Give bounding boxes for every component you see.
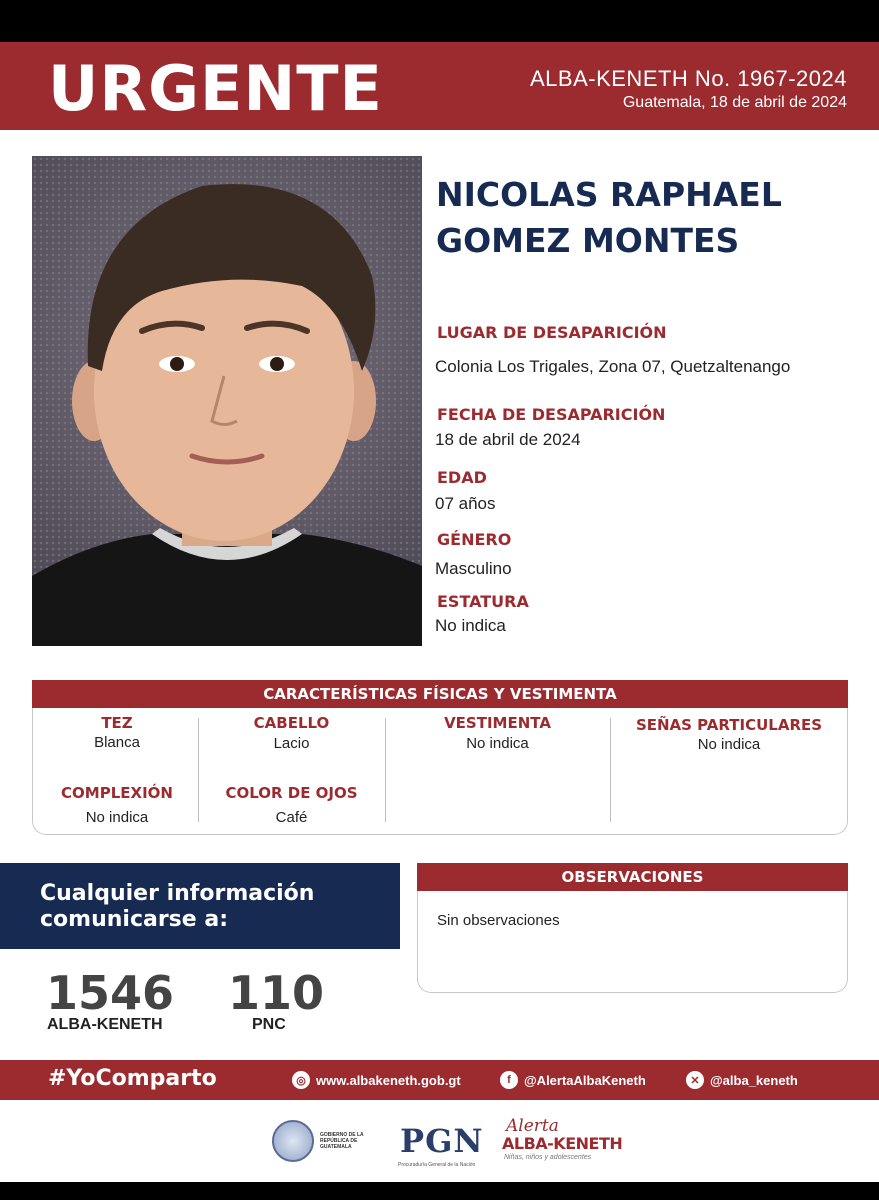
alert-poster (0, 42, 879, 1182)
fecha-value: 18 de abril de 2024 (435, 430, 581, 449)
phone-alba-keneth-label: ALBA-KENETH (47, 1016, 163, 1033)
missing-child-photo (32, 156, 422, 646)
share-bar (0, 1060, 879, 1100)
characteristics-header: CARACTERÍSTICAS FÍSICAS Y VESTIMENTA (32, 680, 848, 708)
guatemala-seal-logo (272, 1120, 314, 1162)
genero-value: Masculino (435, 559, 512, 578)
senas-value: No indica (697, 736, 761, 753)
genero-label: GÉNERO (437, 530, 512, 549)
observations-text: Sin observaciones (437, 912, 560, 929)
tez-label: TEZ (101, 714, 133, 732)
phone-pnc-label: PNC (252, 1016, 286, 1033)
vestimenta-value: No indica (466, 735, 529, 752)
alba-keneth-logo: ALBA-KENETH (502, 1134, 623, 1153)
vestimenta-label: VESTIMENTA (444, 714, 551, 732)
alba-keneth-alerta: Alerta (506, 1116, 559, 1136)
estatura-value: No indica (435, 616, 506, 635)
alert-place-date: Guatemala, 18 de abril de 2024 (622, 94, 847, 111)
estatura-label: ESTATURA (437, 592, 529, 611)
person-name (436, 172, 856, 264)
edad-label: EDAD (437, 468, 487, 487)
lugar-label: LUGAR DE DESAPARICIÓN (437, 323, 667, 342)
pgn-subtitle: Procuraduría General de la Nación (398, 1162, 476, 1168)
alert-number: ALBA-KENETH No. 1967-2024 (530, 66, 847, 91)
x-icon: ✕ (686, 1071, 704, 1089)
top-banner (0, 42, 879, 130)
complexion-value: No indica (85, 809, 149, 826)
cabello-label: CABELLO (253, 714, 330, 732)
website-link[interactable]: ◎ www.albakeneth.gob.gt (292, 1071, 461, 1089)
pgn-logo: PGN (400, 1122, 484, 1160)
person-name-line1: NICOLAS RAPHAEL (436, 175, 782, 214)
facebook-icon: f (500, 1071, 518, 1089)
urgent-title: URGENTE (48, 52, 383, 125)
phone-alba-keneth[interactable]: 1546 (46, 966, 175, 1020)
tez-value: Blanca (94, 734, 140, 751)
complexion-label: COMPLEXIÓN (61, 784, 173, 802)
ojos-value: Café (275, 809, 308, 826)
phone-pnc[interactable]: 110 (228, 966, 325, 1020)
cabello-value: Lacio (273, 735, 310, 752)
hashtag: #YoComparto (48, 1066, 217, 1091)
senas-label: SEÑAS PARTICULARES (635, 716, 823, 734)
fecha-label: FECHA DE DESAPARICIÓN (437, 405, 666, 424)
lugar-value: Colonia Los Trigales, Zona 07, Quetzaltenango (435, 357, 791, 376)
logos-footer (0, 1114, 879, 1174)
twitter-link[interactable]: ✕ @alba_keneth (686, 1071, 798, 1089)
edad-value: 07 años (435, 494, 496, 513)
contact-text: Cualquier información comunicarse a: (40, 881, 315, 932)
observations-header: OBSERVACIONES (417, 863, 848, 891)
person-name-line2: GOMEZ MONTES (436, 221, 740, 260)
ojos-label: COLOR DE OJOS (225, 784, 358, 802)
gov-text: GOBIERNO DE LA REPÚBLICA DE GUATEMALA (320, 1132, 364, 1150)
contact-box (0, 863, 400, 949)
facebook-link[interactable]: f @AlertaAlbaKeneth (500, 1071, 646, 1089)
globe-icon: ◎ (292, 1071, 310, 1089)
alba-keneth-tagline: Niñas, niños y adolescentes (504, 1154, 592, 1161)
